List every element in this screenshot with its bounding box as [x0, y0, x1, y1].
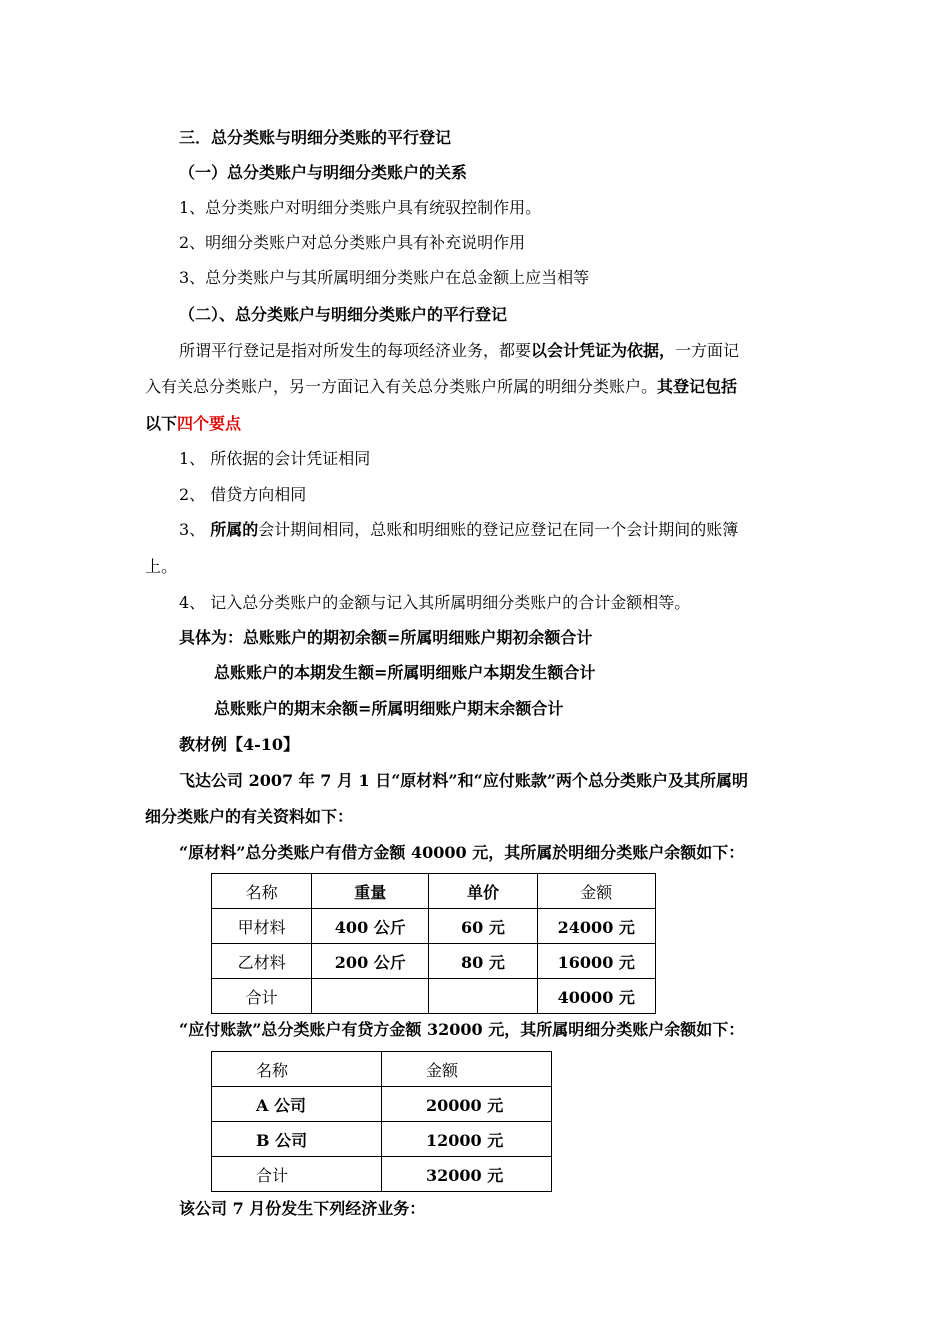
table-row	[212, 979, 656, 1014]
example-line-1: 飞达公司 2007 年 7 月 1 日“原材料”和“应付账款”两个总分类账户及其所属明	[179, 771, 749, 790]
subsection-1-title: （一）总分类账户与明细分类账户的关系	[179, 163, 468, 182]
table-header-cell: 单价	[429, 874, 537, 909]
point-3	[179, 520, 738, 540]
paragraph-text: 所谓平行登记是指对所发生的每项经济业务，都要	[179, 341, 532, 360]
table-row	[212, 1157, 552, 1192]
paragraph-bold-text: 以下	[145, 414, 178, 433]
relation-item-1: 1、总分类账户对明细分类账户具有统驭控制作用。	[179, 198, 542, 217]
table-row	[212, 1087, 552, 1122]
closing-line: 该公司 7 月份发生下列经济业务：	[179, 1199, 426, 1218]
table-header-cell: 重量	[312, 874, 429, 909]
paragraph-text: 一方面记	[675, 341, 740, 360]
table-cell: 12000 元	[382, 1122, 552, 1157]
paragraph-line-2	[145, 377, 737, 397]
point-number: 3、	[179, 520, 211, 539]
raw-materials-table	[211, 873, 656, 1014]
table-cell: 60 元	[429, 909, 537, 944]
point-1: 1、 所依据的会计凭证相同	[179, 449, 371, 468]
relation-item-2: 2、明细分类账户对总分类账户具有补充说明作用	[179, 233, 526, 252]
table-row	[212, 909, 656, 944]
point-2: 2、 借贷方向相同	[179, 485, 307, 504]
point-3-continued: 上。	[145, 557, 178, 576]
table-cell: 16000 元	[537, 944, 655, 979]
table-cell: 32000 元	[382, 1157, 552, 1192]
table-cell: 合计	[212, 1157, 382, 1192]
formula-line-1: 具体为：总账账户的期初余额=所属明细账户期初余额合计	[179, 628, 593, 647]
table-cell: 80 元	[429, 944, 537, 979]
paragraph-bold-text: 以会计凭证为依据，	[531, 341, 676, 360]
table-row	[212, 944, 656, 979]
table-cell: 400 公斤	[312, 909, 429, 944]
table-cell: 合计	[212, 979, 312, 1014]
point-text: 会计期间相同，总账和明细账的登记应登记在同一个会计期间的账簿	[258, 520, 739, 539]
table-cell	[429, 979, 537, 1014]
point-4: 4、 记入总分类账户的金额与记入其所属明细分类账户的合计金额相等。	[179, 593, 691, 612]
example-title: 教材例【4-10】	[179, 735, 300, 754]
table-cell: A 公司	[212, 1087, 382, 1122]
table-1-caption: “原材料”总分类账户有借方金额 40000 元，其所属於明细分类账户余额如下：	[179, 843, 745, 862]
section-title: 三．总分类账与明细分类账的平行登记	[179, 128, 452, 147]
paragraph-line-1	[179, 341, 739, 361]
table-header-cell: 金额	[382, 1052, 552, 1087]
table-cell	[312, 979, 429, 1014]
table-header-cell: 金额	[537, 874, 655, 909]
relation-item-3: 3、总分类账户与其所属明细分类账户在总金额上应当相等	[179, 268, 590, 287]
table-cell: 200 公斤	[312, 944, 429, 979]
table-header-cell: 名称	[212, 874, 312, 909]
table-header-cell: 名称	[212, 1052, 382, 1087]
table-cell: 24000 元	[537, 909, 655, 944]
table-2-caption: “应付账款”总分类账户有贷方金额 32000 元，其所属明细分类账户余额如下：	[179, 1020, 745, 1039]
paragraph-line-3	[145, 414, 241, 434]
accounts-payable-table	[211, 1051, 552, 1192]
point-bold-text: 所属的	[210, 520, 259, 539]
table-cell: 40000 元	[537, 979, 655, 1014]
table-cell: 乙材料	[212, 944, 312, 979]
table-cell: B 公司	[212, 1122, 382, 1157]
table-header-row	[212, 1052, 552, 1087]
paragraph-bold-text: 其登记包括	[657, 377, 738, 396]
table-header-row	[212, 874, 656, 909]
formula-line-2: 总账账户的本期发生额=所属明细账户本期发生额合计	[214, 663, 596, 682]
table-cell: 20000 元	[382, 1087, 552, 1122]
formula-line-3: 总账账户的期末余额=所属明细账户期末余额合计	[214, 699, 564, 718]
highlight-four-points: 四个要点	[177, 414, 242, 433]
example-line-2: 细分类账户的有关资料如下：	[145, 807, 354, 826]
table-cell: 甲材料	[212, 909, 312, 944]
paragraph-text: 入有关总分类账户，另一方面记入有关总分类账户所属的明细分类账户。	[145, 377, 658, 396]
table-row	[212, 1122, 552, 1157]
subsection-2-title: （二）、总分类账户与明细分类账户的平行登记	[179, 305, 508, 324]
